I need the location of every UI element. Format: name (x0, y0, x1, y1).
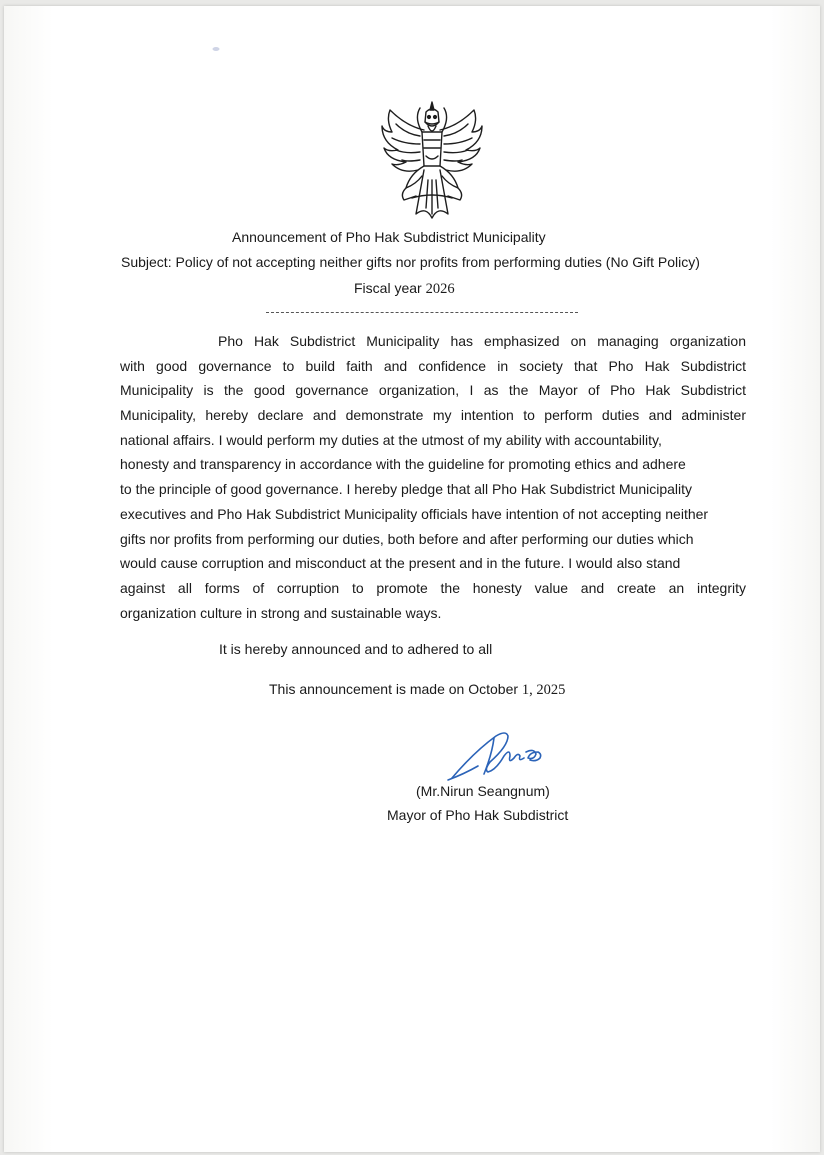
fiscal-year-label: Fiscal year (354, 280, 426, 296)
date-value: 1, 2025 (521, 682, 566, 698)
body-line: against all forms of corruption to promote the honesty value and create an integrity (120, 579, 746, 596)
mayor-signature (444, 722, 554, 782)
body-line: with good governance to build faith and confidence in society that Pho Hak Subdistrict (120, 357, 746, 374)
body-line: organization culture in strong and sustainable ways. (120, 604, 442, 621)
body-line: Municipality, hereby declare and demonstrate my intention to perform duties and administer (120, 407, 746, 424)
body-line: gifts nor profits from performing our duties, both before and after performing our duties which (120, 530, 694, 547)
announcement-subject: Subject: Policy of not accepting neither gifts nor profits from performing duties (No Gift Policy) (121, 254, 700, 270)
announcement-date-line (269, 681, 565, 699)
body-line: national affairs. I would perform my duties at the utmost of my ability with accountability, (120, 431, 662, 448)
body-line: would cause corruption and misconduct at the present and in the future. I would also stand (120, 555, 681, 572)
body-line: Pho Hak Subdistrict Municipality has emphasized on managing organization (218, 333, 746, 349)
section-divider (266, 312, 578, 313)
signer-name: (Mr.Nirun Seangnum) (416, 783, 550, 799)
document-page (4, 6, 820, 1152)
body-line: Municipality is the good governance organization, I as the Mayor of Pho Hak Subdistrict (120, 382, 746, 399)
body-line: to the principle of good governance. I hereby pledge that all Pho Hak Subdistrict Municipality (120, 481, 693, 498)
date-label: This announcement is made on October (269, 681, 522, 697)
fiscal-year-value: 2026 (425, 281, 455, 297)
garuda-emblem-icon (376, 96, 488, 222)
body-line: honesty and transparency in accordance with the guideline for promoting ethics and adhere (120, 456, 686, 473)
announcement-body (120, 329, 746, 625)
closing-statement: It is hereby announced and to adhered to all (219, 641, 493, 657)
signer-position: Mayor of Pho Hak Subdistrict (387, 807, 569, 823)
fiscal-year-line (354, 278, 455, 299)
scan-speck (212, 46, 220, 52)
body-line: executives and Pho Hak Subdistrict Municipality officials have intention of not accepting neither (120, 505, 709, 522)
announcement-title: Announcement of Pho Hak Subdistrict Municipality (232, 229, 546, 245)
